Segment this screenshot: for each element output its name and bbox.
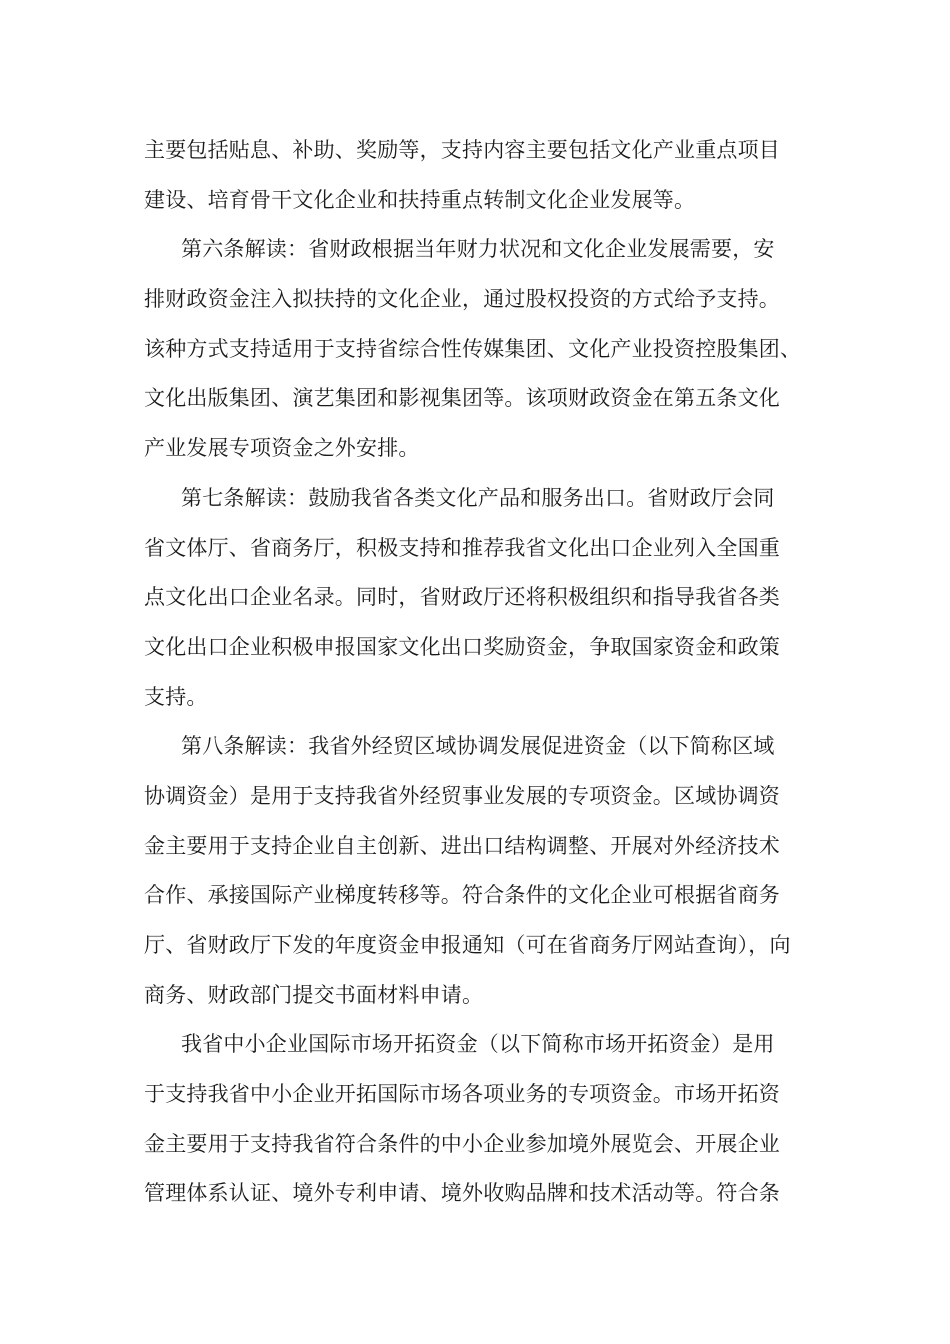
- document-body: [144, 126, 809, 1219]
- text-line: 建设、培育骨干文化企业和扶持重点转制文化企业发展等。: [144, 187, 696, 212]
- text-line: 点文化出口企业名录。同时，省财政厅还将积极组织和指导我省各类: [144, 585, 780, 610]
- text-line: 商务、财政部门提交书面材料申请。: [144, 982, 484, 1007]
- paragraph: [144, 126, 809, 225]
- text-line: 主要包括贴息、补助、奖励等，支持内容主要包括文化产业重点项目: [144, 138, 780, 162]
- text-line: 金主要用于支持企业自主创新、进出口结构调整、开展对外经济技术: [144, 833, 780, 858]
- text-line: 该种方式支持适用于支持省综合性传媒集团、文化产业投资控股集团、: [144, 336, 802, 361]
- paragraph: [144, 474, 809, 722]
- text-line: 支持。: [144, 684, 208, 709]
- text-line: 文化出口企业积极申报国家文化出口奖励资金，争取国家资金和政策: [144, 634, 780, 659]
- text-line: 文化出版集团、演艺集团和影视集团等。该项财政资金在第五条文化: [144, 386, 780, 411]
- text-line: 第八条解读：我省外经贸区域协调发展促进资金（以下简称区域: [181, 734, 775, 759]
- text-line: 第六条解读：省财政根据当年财力状况和文化企业发展需要，安: [181, 237, 775, 262]
- text-line: 排财政资金注入拟扶持的文化企业，通过股权投资的方式给予支持。: [144, 287, 780, 312]
- text-line: 省文体厅、省商务厅，积极支持和推荐我省文化出口企业列入全国重: [144, 535, 780, 560]
- text-line: 管理体系认证、境外专利申请、境外收购品牌和技术活动等。符合条: [144, 1181, 780, 1206]
- text-line: 第七条解读：鼓励我省各类文化产品和服务出口。省财政厅会同: [181, 485, 775, 510]
- text-line: 合作、承接国际产业梯度转移等。符合条件的文化企业可根据省商务: [144, 883, 780, 908]
- text-line: 产业发展专项资金之外安排。: [144, 436, 420, 461]
- text-line: 于支持我省中小企业开拓国际市场各项业务的专项资金。市场开拓资: [144, 1082, 780, 1107]
- paragraph: [144, 225, 809, 473]
- text-line: 金主要用于支持我省符合条件的中小企业参加境外展览会、开展企业: [144, 1131, 780, 1156]
- text-line: 厅、省财政厅下发的年度资金申报通知（可在省商务厅网站查询），向: [144, 933, 791, 957]
- text-line: 协调资金）是用于支持我省外经贸事业发展的专项资金。区域协调资: [144, 783, 780, 808]
- text-line: 我省中小企业国际市场开拓资金（以下简称市场开拓资金）是用: [181, 1032, 775, 1057]
- paragraph: [144, 1020, 809, 1219]
- paragraph: [144, 722, 809, 1020]
